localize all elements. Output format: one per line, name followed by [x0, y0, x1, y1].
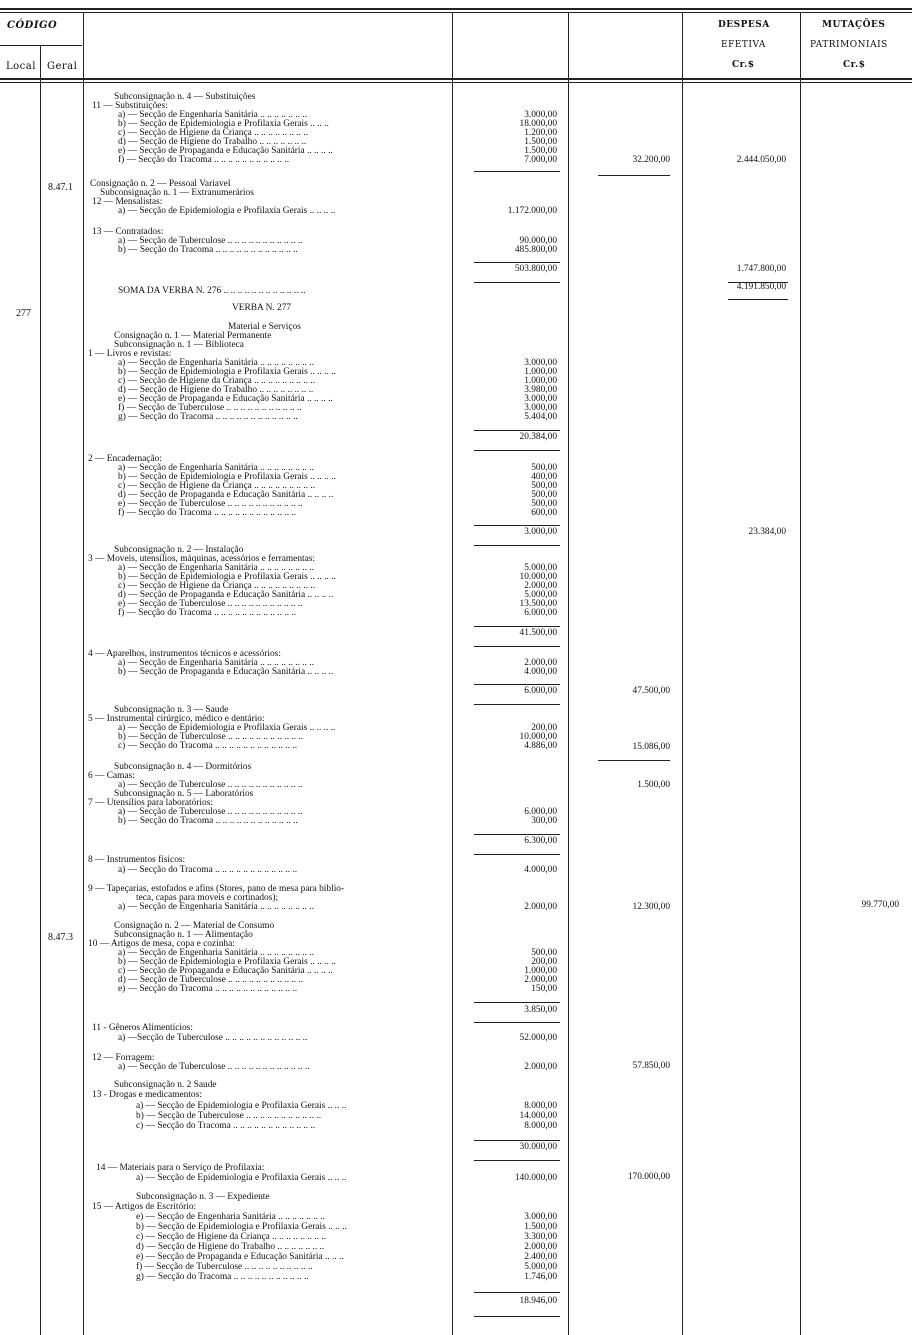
line-item-text: a) — Secção de Tuberculose .. .. .. .. .. .. .. .. .. .. .. — [118, 780, 303, 790]
col-amount1-amount2-divider — [568, 12, 569, 1335]
line-item-text: d) — Secção de Tuberculose .. .. .. .. .. .. .. .. .. .. .. — [118, 975, 304, 985]
line-item-text: b) — Secção do Tracoma .. .. .. .. .. .. .. .. .. .. .. .. — [118, 245, 298, 255]
line-item-text: f) — Secção de Tuberculose .. .. .. .. .. .. .. .. .. .. — [136, 1262, 313, 1272]
amount-value: 1.172.000,00 — [507, 206, 557, 216]
line-item-text: g) — Secção do Tracoma .. .. .. .. .. .. .. .. .. .. .. .. — [118, 412, 298, 422]
amount-value: 1.000,00 — [524, 367, 557, 377]
col-despesa-mutacoes-divider — [800, 12, 801, 1335]
header-codigo: CÓDIGO — [7, 20, 58, 31]
line-item-text: 2 — Encadernação: — [88, 454, 162, 464]
amount-value: 5.404,00 — [524, 412, 557, 422]
line-item-text: c) — Secção de Propaganda e Educação Sanitária .. .. .. .. — [118, 966, 333, 976]
amount-value: 14.000,00 — [519, 1111, 557, 1121]
line-item-text: VERBA N. 277 — [232, 303, 292, 313]
amount-value: 1.500,00 — [524, 1222, 557, 1232]
amount-value: 1.747.800,00 — [736, 264, 786, 274]
line-item-text: c) — Secção do Tracoma .. .. .. .. .. .. .. .. .. .. .. .. — [118, 741, 298, 751]
line-item-text: e) — Secção do Tracoma .. .. .. .. .. .. .. .. .. .. .. .. — [118, 984, 298, 994]
col-geral-text-divider — [83, 12, 84, 1335]
subtotal-rule — [474, 1316, 560, 1317]
line-item-text: 8 — Instrumentos físicos: — [88, 855, 186, 865]
line-item-text: 3 — Moveis, utensílios, máquinas, acessórios e ferramentas: — [88, 554, 316, 564]
subtotal-rule — [474, 525, 560, 526]
amount-value: 500,00 — [531, 463, 557, 473]
subtotal-rule — [474, 450, 560, 451]
line-item-text: a) — Secção de Engenharia Sanitária .. .. .. .. .. .. .. .. — [118, 658, 315, 668]
subtotal-rule — [474, 171, 560, 172]
line-item-text: SOMA DA VERBA N. 276 .. .. .. .. .. .. .. .. .. .. .. .. — [118, 286, 306, 296]
line-item-text: Consignação n. 2 — Material de Consumo — [114, 921, 275, 931]
amount-value: 7.000,00 — [524, 155, 557, 165]
amount-value: 99.770,00 — [861, 900, 899, 910]
line-item-text: b) — Secção de Epidemiologia e Profilaxia Gerais .. .. .. .. — [118, 367, 336, 377]
amount-value: 500,00 — [531, 948, 557, 958]
line-item-text: c) — Secção de Higiene da Criança .. .. .. .. .. .. .. .. — [118, 128, 309, 138]
line-item-text: c) — Secção de Higiene da Criança .. .. .. .. .. .. .. .. .. — [118, 481, 316, 491]
header-geral: Geral — [47, 61, 78, 72]
line-item-text: Subconsignação n. 1 — Biblioteca — [114, 340, 244, 350]
header-mutacoes-3: Cr.$ — [843, 60, 866, 70]
amount-value: 2.000,00 — [524, 1062, 557, 1072]
codigo-divider — [0, 45, 82, 46]
line-item-text: a) — Secção de Engenharia Sanitária .. .. .. .. .. .. .. .. — [118, 902, 315, 912]
col-text-amount-divider — [452, 12, 453, 1335]
amount-value: 4.000,00 — [524, 667, 557, 677]
amount-value: 3.000,00 — [524, 1212, 557, 1222]
subtotal-rule — [474, 262, 560, 263]
header-bottom-rule — [0, 78, 912, 80]
amount-value: 600,00 — [531, 508, 557, 518]
amount-value: 13.500,00 — [519, 599, 557, 609]
subtotal-rule — [474, 1022, 560, 1023]
amount-value: 3.000,00 — [524, 403, 557, 413]
amount-value: 170.000,00 — [627, 1172, 670, 1182]
amount-value: 4.191.850,00 — [736, 282, 786, 292]
line-item-text: 13 — Contratados: — [92, 227, 164, 237]
amount-value: 10.000,00 — [519, 732, 557, 742]
amount-value: 4.000,00 — [524, 865, 557, 875]
subtotal-rule — [474, 1292, 560, 1293]
amount-value: 6.000,00 — [524, 608, 557, 618]
subtotal-rule — [474, 704, 560, 705]
line-item-text: a) — Secção de Epidemiologia e Profilaxia Gerais .. .. .. .. — [118, 723, 336, 733]
amount-value: 2.000,00 — [524, 975, 557, 985]
line-item-text: 12 — Mensalistas: — [92, 197, 163, 207]
amount-value: 4.886,00 — [524, 741, 557, 751]
line-item-text: f) — Secção de Tuberculose .. .. .. .. .. .. .. .. .. .. .. — [118, 403, 302, 413]
line-item-text: 4 — Aparelhos, instrumentos técnicos e acessórios: — [88, 649, 281, 659]
amount-value: 1.500,00 — [524, 137, 557, 147]
account-code: 8.47.1 — [48, 182, 73, 193]
amount-value: 3.300,00 — [524, 1232, 557, 1242]
line-item-text: Subconsignação n. 2 — Instalação — [114, 545, 244, 555]
line-item-text: e) — Secção de Propaganda e Educação Sanitária .. .. .. .. — [118, 394, 333, 404]
line-item-text: e) — Secção de Propaganda e Educação Sanitária .. .. .. .. — [118, 146, 333, 156]
line-item-text: b) — Secção do Tracoma .. .. .. .. .. .. .. .. .. .. .. .. — [118, 816, 298, 826]
amount-value: 3.850,00 — [524, 1005, 557, 1015]
header-despesa-2: EFETIVA — [721, 40, 766, 50]
line-item-text: Subconsignação n. 5 — Laboratórios — [114, 789, 254, 799]
amount-value: 5.000,00 — [524, 563, 557, 573]
line-item-text: a) — Secção de Engenharia Sanitária .. .. .. .. .. .. .. — [118, 110, 307, 120]
amount-value: 3.000,00 — [524, 358, 557, 368]
line-item-text: Subconsignação n. 4 — Dormitórios — [114, 762, 252, 772]
line-item-text: a) — Secção de Epidemiologia e Profilaxia Gerais .. .. .. — [136, 1101, 347, 1111]
line-item-text: e) — Secção de Propaganda e Educação Sanitária .. .. .. — [136, 1252, 344, 1262]
line-item-text: a) — Secção de Tuberculose .. .. .. .. .. .. .. .. .. .. .. — [118, 807, 303, 817]
amount-value: 3.000,00 — [524, 110, 557, 120]
amount-value: 1.200,00 — [524, 128, 557, 138]
line-item-text: a) — Secção de Tuberculose .. .. .. .. .. .. .. .. .. .. .. .. — [118, 1062, 310, 1072]
amount-value: 2.444.050,00 — [736, 155, 786, 165]
line-item-text: Material e Serviços — [228, 322, 301, 332]
top-rule-2 — [0, 12, 912, 13]
amount-value: 6.000,00 — [524, 807, 557, 817]
col-local-geral-divider — [40, 46, 41, 1335]
amount-value: 18.946,00 — [519, 1296, 557, 1306]
line-item-text: Subconsignação n. 4 — Substituições — [114, 92, 256, 102]
amount-value: 300,00 — [531, 816, 557, 826]
subtotal-rule — [474, 684, 560, 685]
amount-value: 2.400,00 — [524, 1252, 557, 1262]
line-item-text: a) — Secção de Engenharia Sanitária .. .. .. .. .. .. .. .. — [118, 948, 315, 958]
amount-value: 57.850,00 — [632, 1061, 670, 1071]
amount-value: 1.746,00 — [524, 1272, 557, 1282]
header-despesa-1: DESPESA — [718, 20, 770, 30]
amount-value: 503.800,00 — [514, 264, 557, 274]
line-item-text: 12 — Forragem: — [92, 1053, 155, 1063]
line-item-text: Consignação n. 1 — Material Permanente — [114, 331, 272, 341]
line-item-text: f) — Secção do Tracoma .. .. .. .. .. .. .. .. .. .. .. — [118, 155, 290, 165]
line-item-text: 11 — Substituições: — [92, 101, 168, 111]
line-item-text: b) — Secção de Epidemiologia e Profilaxia Gerais .. .. .. .. — [118, 572, 336, 582]
line-item-text: 9 — Tapeçarias, estofados e afins (Stores, pano de mesa para biblio- — [88, 884, 345, 894]
line-item-text: b) — Secção de Epidemiologia e Profilaxia Gerais .. .. .. .. — [118, 472, 336, 482]
line-item-text: e) — Secção de Tuberculose .. .. .. .. .. .. .. .. .. .. .. — [118, 599, 303, 609]
line-item-text: Subconsignação n. 3 — Expediente — [136, 1192, 270, 1202]
line-item-text: Subconsignação n. 1 — Alimentação — [114, 930, 253, 940]
amount-value: 30.000,00 — [519, 1142, 557, 1152]
amount-value: 41.500,00 — [519, 628, 557, 638]
amount-value: 140.000,00 — [514, 1173, 557, 1183]
line-item-text: 11 - Gêneros Alimentícios: — [92, 1023, 193, 1033]
amount-value: 90.000,00 — [519, 236, 557, 246]
line-item-text: 10 — Artigos de mesa, copa e cozinha: — [88, 939, 235, 949]
header-bottom-rule-2 — [0, 82, 912, 83]
line-item-text: g) — Secção do Tracoma .. .. .. .. .. .. .. .. .. .. .. — [136, 1272, 309, 1282]
amount-value: 400,00 — [531, 472, 557, 482]
line-item-text: a) — Secção de Epidemiologia e Profilaxia Gerais .. .. .. — [136, 1173, 347, 1183]
amount-value: 5.000,00 — [524, 1262, 557, 1272]
line-item-text: a) —Secção de Tuberculose .. .. .. .. .. .. .. .. .. .. .. .. — [118, 1033, 308, 1043]
amount-value: 200,00 — [531, 957, 557, 967]
line-item-text: 15 — Artigos de Escritório: — [92, 1202, 197, 1212]
subtotal-rule — [598, 175, 670, 176]
amount-value: 2.000,00 — [524, 1242, 557, 1252]
line-item-text: 13 - Drogas e medicamentos: — [92, 1090, 202, 1100]
subtotal-rule — [474, 854, 560, 855]
line-item-text: e) — Secção de Tuberculose .. .. .. .. .. .. .. .. .. .. .. — [118, 499, 303, 509]
amount-value: 1.500,00 — [524, 146, 557, 156]
amount-value: 6.300,00 — [524, 836, 557, 846]
line-item-text: 14 — Materiais para o Serviço de Profilaxia: — [96, 1163, 265, 1173]
line-item-text: a) — Secção de Tuberculose .. .. .. .. .. .. .. .. .. .. .. — [118, 236, 303, 246]
line-item-text: 6 — Camas: — [88, 771, 135, 781]
amount-value: 52.000,00 — [519, 1033, 557, 1043]
line-item-text: c) — Secção de Higiene da Criança .. .. .. .. .. .. .. .. .. — [118, 581, 316, 591]
subtotal-rule — [474, 834, 560, 835]
line-item-text: a) — Secção de Engenharia Sanitária .. .. .. .. .. .. .. .. — [118, 463, 315, 473]
line-item-text: a) — Secção de Engenharia Sanitária .. .. .. .. .. .. .. .. — [118, 358, 315, 368]
line-item-text: a) — Secção do Tracoma .. .. .. .. .. .. .. .. .. .. .. .. — [118, 865, 298, 875]
header-despesa-3: Cr.$ — [732, 60, 755, 70]
line-item-text: Subconsignação n. 2 Saude — [114, 1080, 217, 1090]
subtotal-rule — [474, 646, 560, 647]
top-rule — [0, 8, 912, 10]
header-mutacoes-2: PATRIMONIAIS — [810, 40, 888, 50]
amount-value: 18.000,00 — [519, 119, 557, 129]
amount-value: 150,00 — [531, 984, 557, 994]
line-item-text: b) — Secção de Tuberculose .. .. .. .. .. .. .. .. .. .. .. — [136, 1111, 322, 1121]
amount-value: 3.000,00 — [524, 527, 557, 537]
line-item-text: Subconsignação n. 3 — Saude — [114, 705, 229, 715]
line-item-text: 5 — Instrumental cirúrgico, médico e dentário: — [88, 714, 265, 724]
amount-value: 1.000,00 — [524, 376, 557, 386]
line-item-text: a) — Secção de Engenharia Sanitária .. .. .. .. .. .. .. .. — [118, 563, 315, 573]
subtotal-rule — [474, 1140, 560, 1141]
amount-value: 1.500,00 — [637, 780, 670, 790]
subtotal-rule — [474, 1160, 560, 1161]
amount-value: 12.300,00 — [632, 902, 670, 912]
col-amount2-despesa-divider — [682, 12, 683, 1335]
line-item-text: Consignação n. 2 — Pessoal Variavel — [90, 179, 231, 189]
amount-value: 8.000,00 — [524, 1121, 557, 1131]
line-item-text: d) — Secção de Propaganda e Educação Sanitária .. .. .. .. — [118, 490, 334, 500]
amount-value: 6.000,00 — [524, 686, 557, 696]
line-item-text: a) — Secção de Epidemiologia e Profilaxia Gerais .. .. .. .. — [118, 206, 336, 216]
line-item-text: b) — Secção de Tuberculose .. .. .. .. .. .. .. .. .. .. .. — [118, 732, 304, 742]
line-item-text: d) — Secção de Higiene do Trabalho .. .. .. .. .. .. .. — [118, 137, 307, 147]
line-item-text: e) — Secção de Engenharia Sanitária .. .. .. .. .. .. .. — [136, 1212, 325, 1222]
subtotal-rule — [474, 282, 560, 283]
line-item-text: f) — Secção do Tracoma .. .. .. .. .. .. .. .. .. .. .. .. — [118, 608, 297, 618]
amount-value: 3.980,00 — [524, 385, 557, 395]
amount-value: 2.000,00 — [524, 581, 557, 591]
header-local: Local — [6, 61, 36, 72]
amount-value: 485.800,00 — [514, 245, 557, 255]
amount-value: 500,00 — [531, 499, 557, 509]
amount-value: 20.384,00 — [519, 432, 557, 442]
subtotal-rule — [474, 626, 560, 627]
line-item-text: teca, capas para moveis e cortinados); — [136, 893, 279, 903]
line-item-text: 1 — Livros e revistas: — [88, 349, 172, 359]
line-item-text: c) — Secção de Higiene da Criança .. .. .. .. .. .. .. .. — [136, 1232, 327, 1242]
line-item-text: d) — Secção de Higiene do Trabalho .. .. .. .. .. .. .. — [136, 1242, 325, 1252]
line-item-text: c) — Secção de Higiene da Criança .. .. .. .. .. .. .. .. .. — [118, 376, 316, 386]
header-mutacoes-1: MUTAÇÕES — [822, 20, 886, 30]
amount-value: 500,00 — [531, 481, 557, 491]
amount-value: 2.000,00 — [524, 658, 557, 668]
amount-value: 23.384,00 — [748, 527, 786, 537]
line-item-text: c) — Secção do Tracoma .. .. .. .. .. .. .. .. .. .. .. .. — [136, 1121, 316, 1131]
amount-value: 3.000,00 — [524, 394, 557, 404]
amount-value: 200,00 — [531, 723, 557, 733]
amount-value: 2.000,00 — [524, 902, 557, 912]
amount-value: 5.000,00 — [524, 590, 557, 600]
line-item-text: b) — Secção de Epidemiologia e Profilaxia Gerais .. .. .. — [136, 1222, 347, 1232]
subtotal-rule — [474, 430, 560, 431]
line-item-text: b) — Secção de Epidemiologia e Profilaxia Gerais .. .. .. .. — [118, 957, 336, 967]
line-item-text: 7 — Utensílios para laboratórios: — [88, 798, 213, 808]
line-item-text: b) — Secção de Epidemiologia e Profilaxia Gerais .. .. .. — [118, 119, 329, 129]
line-item-text: d) — Secção de Higiene do Trabalho .. .. .. .. .. .. .. .. — [118, 385, 314, 395]
subtotal-rule — [474, 1002, 560, 1003]
subtotal-rule — [474, 545, 560, 546]
line-item-text: f) — Secção do Tracoma .. .. .. .. .. .. .. .. .. .. .. .. — [118, 508, 297, 518]
amount-value: 10.000,00 — [519, 572, 557, 582]
account-code: 277 — [16, 308, 31, 319]
amount-value: 8.000,00 — [524, 1101, 557, 1111]
amount-value: 32.200,00 — [632, 155, 670, 165]
subtotal-rule — [728, 299, 788, 300]
amount-value: 15.086,00 — [632, 742, 670, 752]
line-item-text: d) — Secção de Propaganda e Educação Sanitária .. .. .. .. — [118, 590, 334, 600]
amount-value: 47.500,00 — [632, 686, 670, 696]
account-code: 8.47.3 — [48, 932, 73, 943]
subtotal-rule — [598, 760, 670, 761]
line-item-text: Subconsignação n. 1 — Extranumerários — [100, 188, 254, 198]
amount-value: 1.000,00 — [524, 966, 557, 976]
line-item-text: b) — Secção de Propaganda e Educação Sanitária .. .. .. .. — [118, 667, 334, 677]
amount-value: 500,00 — [531, 490, 557, 500]
